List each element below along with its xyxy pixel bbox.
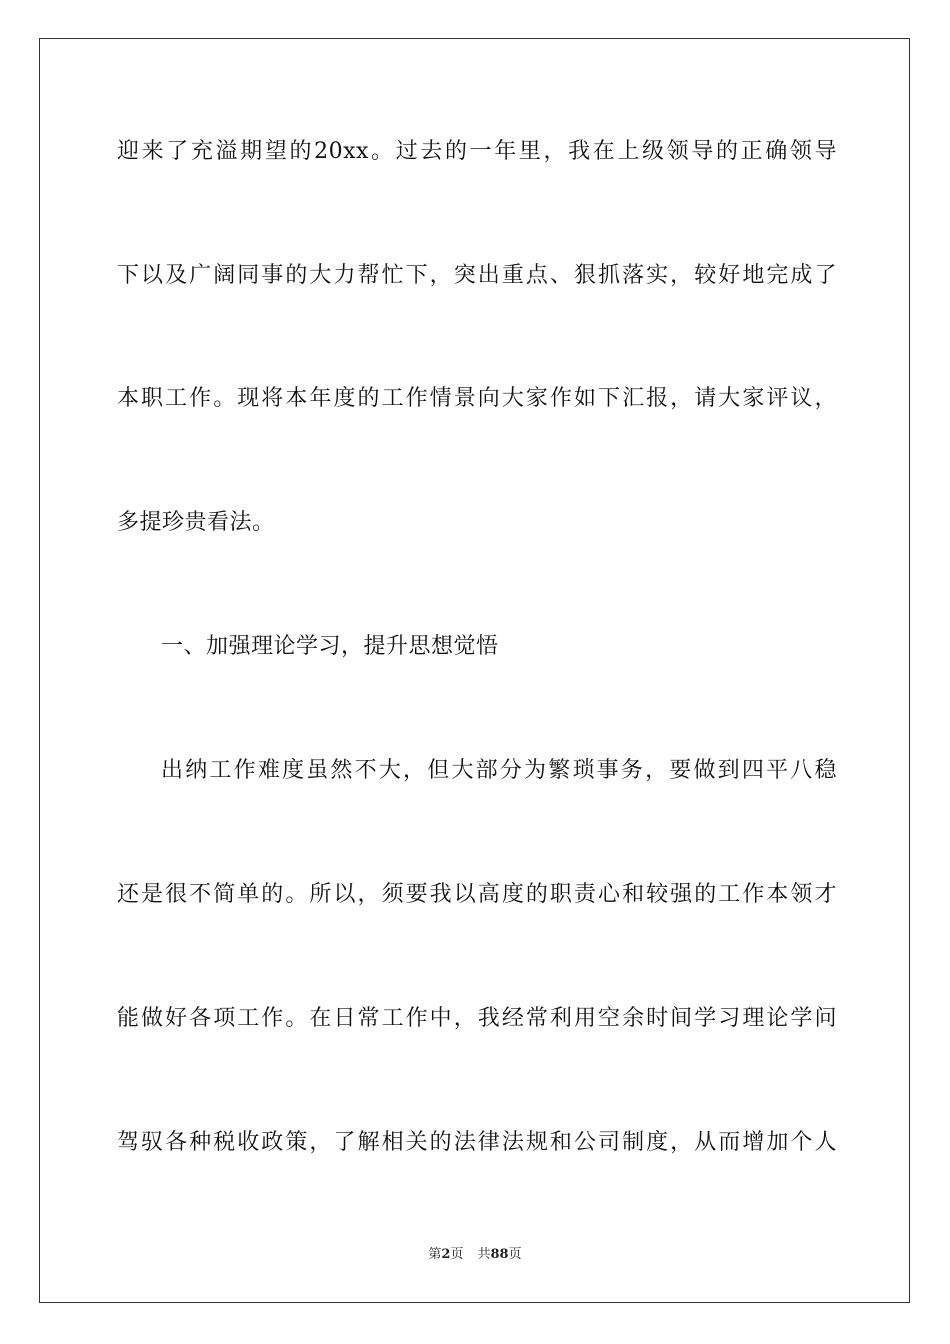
section-heading: 一、加强理论学习，提升思想觉悟	[161, 634, 499, 659]
page-footer	[0, 1246, 950, 1264]
paragraph-line-6: 还是很不简单的。所以，须要我以高度的职责心和较强的工作本领才	[117, 882, 837, 907]
page-border	[39, 38, 910, 1303]
paragraph-line-4: 多提珍贵看法。	[117, 510, 275, 535]
total-prefix: 共	[477, 1247, 491, 1262]
page-number: 2	[441, 1247, 451, 1262]
paragraph-line-2: 下以及广阔同事的大力帮忙下，突出重点、狠抓落实，较好地完成了	[117, 263, 837, 288]
total-pages: 88	[490, 1247, 509, 1262]
paragraph-line-7: 能做好各项工作。在日常工作中，我经常利用空余时间学习理论学问	[117, 1006, 837, 1031]
paragraph-line-1: 迎来了充溢期望的20xx。过去的一年里，我在上级领导的正确领导	[117, 139, 837, 164]
total-suffix: 页	[508, 1247, 522, 1262]
paragraph-line-3: 本职工作。现将本年度的工作情景向大家作如下汇报，请大家评议，	[117, 386, 837, 411]
page-suffix: 页	[450, 1247, 464, 1262]
paragraph-line-5: 出纳工作难度虽然不大，但大部分为繁琐事务，要做到四平八稳	[161, 758, 837, 783]
page-prefix: 第	[428, 1247, 442, 1262]
paragraph-line-8: 驾驭各种税收政策，了解相关的法律法规和公司制度，从而增加个人	[117, 1130, 837, 1155]
